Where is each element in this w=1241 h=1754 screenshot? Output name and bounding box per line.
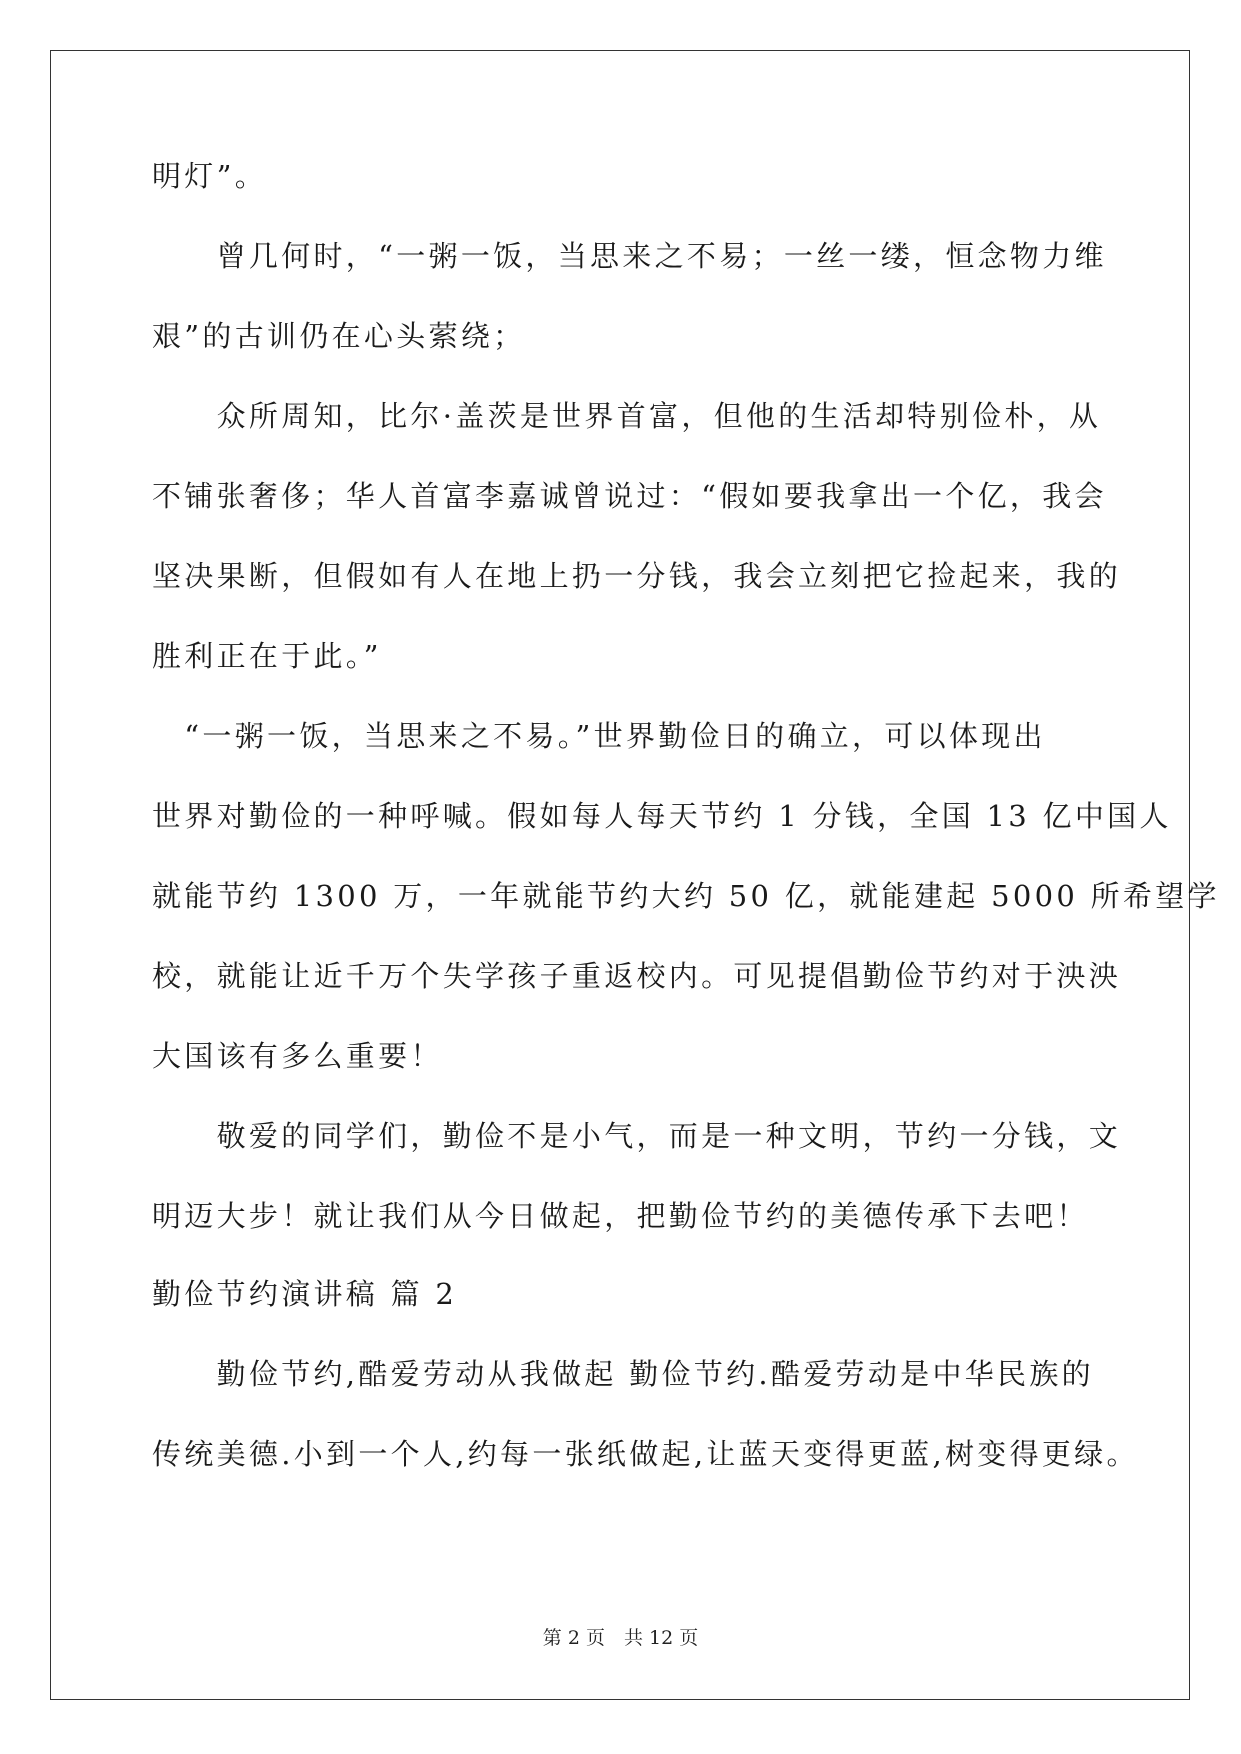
- page-number: 第 2 页 共 12 页: [542, 1627, 699, 1649]
- text-line: 曾几何时，“一粥一饭，当思来之不易；一丝一缕，恒念物力维: [152, 239, 1107, 273]
- text-line: 艰”的古训仍在心头萦绕；: [152, 319, 526, 353]
- text-line: 勤俭节约,酷爱劳动从我做起 勤俭节约.酷爱劳动是中华民族的: [152, 1357, 1094, 1391]
- text-line: 不铺张奢侈；华人首富李嘉诚曾说过：“假如要我拿出一个亿，我会: [152, 479, 1107, 513]
- text-line: 大国该有多么重要！: [152, 1039, 443, 1073]
- text-line: 校，就能让近千万个失学孩子重返校内。可见提倡勤俭节约对于泱泱: [152, 959, 1122, 993]
- text-line: 传统美德.小到一个人,约每一张纸做起,让蓝天变得更蓝,树变得更绿。: [152, 1437, 1139, 1471]
- text-line: 众所周知，比尔·盖茨是世界首富，但他的生活却特别俭朴，从: [152, 399, 1102, 433]
- text-line: 就能节约 1300 万，一年就能节约大约 50 亿，就能建起 5000 所希望学: [152, 879, 1220, 913]
- text-line: 敬爱的同学们，勤俭不是小气，而是一种文明，节约一分钱，文: [152, 1119, 1122, 1153]
- text-line: 坚决果断，但假如有人在地上扔一分钱，我会立刻把它捡起来，我的: [152, 559, 1122, 593]
- text-line: 明灯”。: [152, 159, 268, 193]
- text-line: 胜利正在于此。”: [152, 639, 382, 673]
- text-line: 世界对勤俭的一种呼喊。假如每人每天节约 1 分钱，全国 13 亿中国人: [152, 799, 1172, 833]
- section-heading: 勤俭节约演讲稿 篇 2: [152, 1277, 458, 1311]
- text-line: “一粥一饭，当思来之不易。”世界勤俭日的确立，可以体现出: [152, 719, 1046, 753]
- text-line: 明迈大步！就让我们从今日做起，把勤俭节约的美德传承下去吧！: [152, 1199, 1089, 1233]
